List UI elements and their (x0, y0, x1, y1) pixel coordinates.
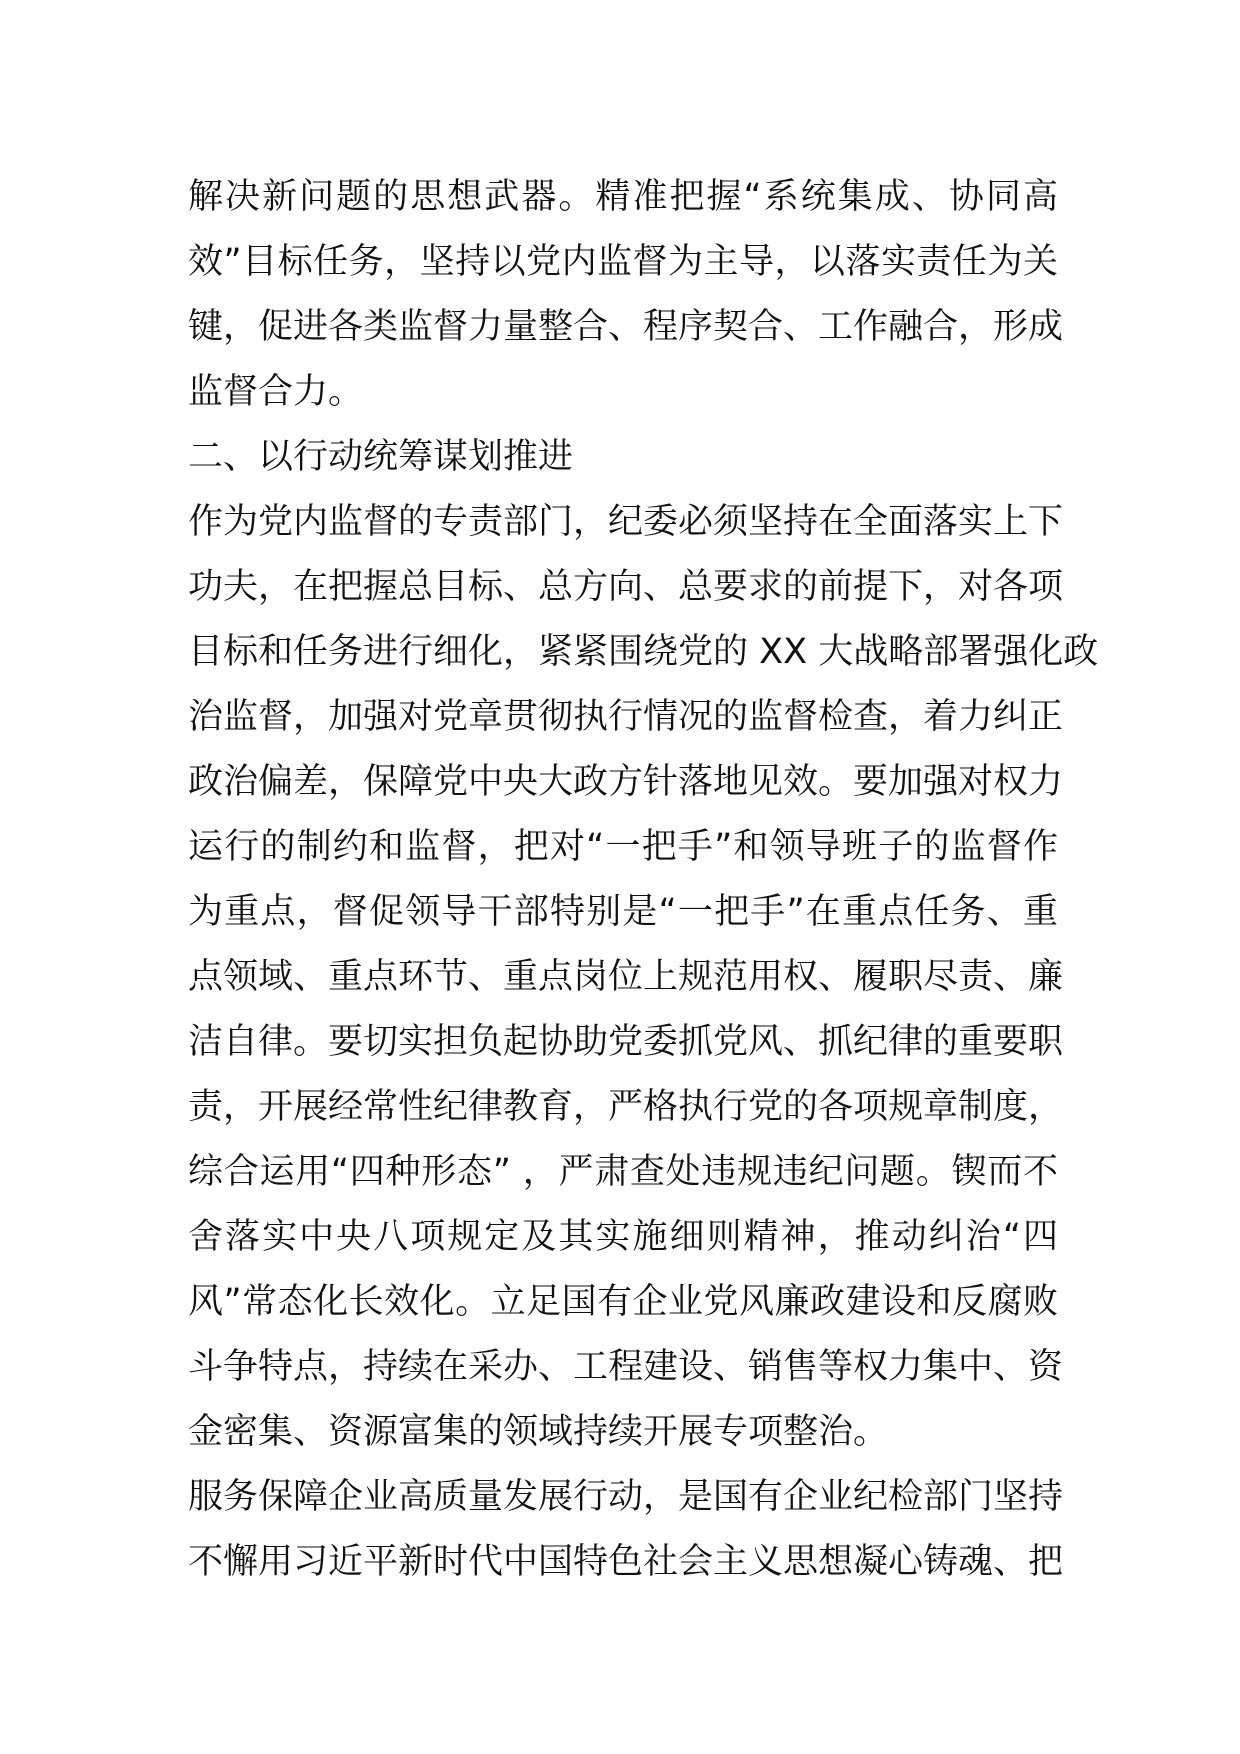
text-line: 斗争特点，持续在采办、工程建设、销售等权力集中、资 (188, 1347, 1064, 1387)
text-line: 治监督，加强对党章贯彻执行情况的监督检查，着力纠正 (188, 697, 1064, 737)
text-line: 风”常态化长效化。立足国有企业党风廉政建设和反腐败 (188, 1282, 1058, 1322)
text-line: 金密集、资源富集的领域持续开展专项整治。 (188, 1412, 889, 1452)
text-line: 功夫，在把握总目标、总方向、总要求的前提下，对各项 (188, 567, 1064, 607)
text-line: 解决新问题的思想武器。精准把握“系统集成、协同高 (188, 177, 1058, 217)
text-line: 服务保障企业高质量发展行动，是国有企业纪检部门坚持 (188, 1477, 1064, 1517)
text-line: 综合运用“四种形态” ，严肃查处违规违纪问题。锲而不 (188, 1152, 1058, 1192)
text-line: 责，开展经常性纪律教育，严格执行党的各项规章制度， (188, 1087, 1064, 1127)
text-line: 目标和任务进行细化，紧紧围绕党的 XX 大战略部署强化政 (188, 632, 1099, 672)
text-line: 效”目标任务，坚持以党内监督为主导，以落实责任为关 (188, 242, 1058, 282)
text-line: 监督合力。 (188, 372, 364, 412)
text-line: 政治偏差，保障党中央大政方针落地见效。要加强对权力 (188, 762, 1064, 802)
document-body (188, 165, 1099, 1595)
text-line: 键，促进各类监督力量整合、程序契合、工作融合，形成 (188, 307, 1064, 347)
text-line: 运行的制约和监督，把对“一把手”和领导班子的监督作 (188, 827, 1058, 867)
text-line: 作为党内监督的专责部门，纪委必须坚持在全面落实上下 (188, 502, 1064, 542)
text-line: 不懈用习近平新时代中国特色社会主义思想凝心铸魂、把 (188, 1542, 1064, 1582)
text-line: 点领域、重点环节、重点岗位上规范用权、履职尽责、廉 (188, 957, 1064, 997)
section-heading: 二、以行动统筹谋划推进 (188, 437, 574, 477)
text-line: 洁自律。要切实担负起协助党委抓党风、抓纪律的重要职 (188, 1022, 1064, 1062)
text-line: 舍落实中央八项规定及其实施细则精神，推动纠治“四 (188, 1217, 1058, 1257)
text-line: 为重点，督促领导干部特别是“一把手”在重点任务、重 (188, 892, 1058, 932)
